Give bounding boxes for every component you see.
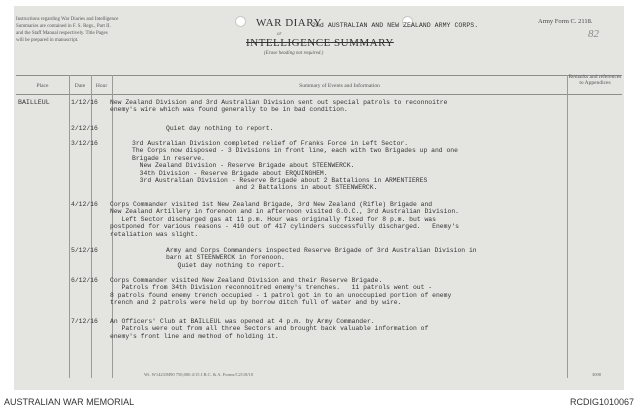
col-summary: Summary of Events and Information (299, 83, 380, 89)
entry-text: Corps Commander visited 1st New Zealand Brigade, 3rd New Zealand (Rifle) Brigade and New Zealand Artillery in forenoon and in afternoon visited G.O.C., 3rd Australian Division. Left Sector discharged gas at 11 p.m. Hour was originally fixed for 8 p.m. but was postponed for various reasons - 410 out of 417 cylinders successfully discharged. Enemy's retaliation was slight. (110, 201, 459, 238)
col-hour: Hour (95, 83, 108, 89)
col-place: Place (36, 83, 49, 89)
instructions-line: Summaries are contained in F. S. Regs., Part II. (16, 24, 111, 29)
column-rule (91, 75, 92, 378)
entry-text: Army and Corps Commanders inspected Reserve Brigade of 3rd Australian Division in barn at STEENWERCK in forenoon. Quiet day nothing to report. (166, 247, 477, 269)
entry-text: Quiet day nothing to report. (166, 125, 274, 132)
col-date: Date (74, 83, 86, 89)
form-number: Army Form C. 2118. (538, 18, 593, 25)
date-cell: 4/12/16 (71, 201, 98, 208)
unit-name: 2nd AUSTRALIAN AND NEW ZEALAND ARMY CORPS. (312, 22, 479, 29)
summary-title-struck: INTELLIGENCE SUMMARY (246, 37, 394, 49)
archive-name: AUSTRALIAN WAR MEMORIAL (4, 397, 135, 407)
date-cell: 5/12/16 (71, 247, 98, 254)
archive-footer (0, 392, 640, 412)
printer-note: Wt. W1423/M90 750,000 4/15 J.B.C. & A. Forms/C2118/10 (144, 372, 254, 377)
table-header-rule (16, 94, 622, 95)
corner-mark: 3008 (592, 372, 601, 377)
instructions-line: will be prepared in manuscript. (16, 38, 79, 43)
date-cell: 2/12/16 (71, 125, 98, 132)
instructions-line: Instructions regarding War Diaries and Intelligence (16, 17, 119, 22)
entry-text: Corps Commander visited New Zealand Division and their Reserve Brigade. Patrols from 34th Division reconnoitred enemy's trenches. 11 patrols went out - 8 patrols found enemy trench occupied - 1 patrol got in to an unoccupied portion of enemy trench and 2 patrols were held up by borrow ditch full of water and by wire. (110, 277, 452, 307)
column-rule (567, 75, 568, 378)
date-cell: 7/12/16 (71, 318, 98, 325)
place-cell: BAILLEUL (18, 99, 50, 106)
date-cell: 1/12/16 (71, 99, 98, 106)
table-top-rule (16, 75, 622, 76)
diary-title: WAR DIARY (256, 17, 322, 29)
page-number: 82 (588, 28, 599, 40)
col-remarks: Remarks and references to Appendices (568, 74, 622, 86)
entry-text: 3rd Australian Division completed relief of Franks Force in Left Sector. The Corps now disposed - 3 Divisions in front line, each with two Brigades up and one Brigade in reserve. New Zealand Division - Reserve Brigade about STEENWERCK. 34th Division - Reserve Brigade about ERQUINGHEM. 3rd Australian Division - Reserve Brigade about 2 Battalions in ARMENTIERES and 2 Battalions in about STEENWERCK. (132, 140, 458, 192)
punch-hole (235, 16, 246, 27)
date-cell: 3/12/16 (71, 140, 98, 147)
entry-text: An Officers' Club at BAILLEUL was opened at 4 p.m. by Army Commander. Patrols were out from all three Sectors and brought back valuable information of enemy's front line and method of holding it. (110, 318, 429, 340)
erase-note: (Erase heading not required.) (264, 51, 324, 56)
column-rule (69, 75, 70, 378)
or-label: or (277, 32, 282, 37)
archive-reference: RCDIG1010067 (569, 397, 634, 407)
war-diary-page (14, 6, 624, 390)
date-cell: 6/12/16 (71, 277, 98, 284)
entry-text: New Zealand Division and 3rd Australian Division sent out special patrols to reconnoitre enemy's wire which was found generally to be in bad condition. (110, 99, 448, 114)
instructions-line: and the Staff Manual respectively. Title Pages (16, 31, 108, 36)
